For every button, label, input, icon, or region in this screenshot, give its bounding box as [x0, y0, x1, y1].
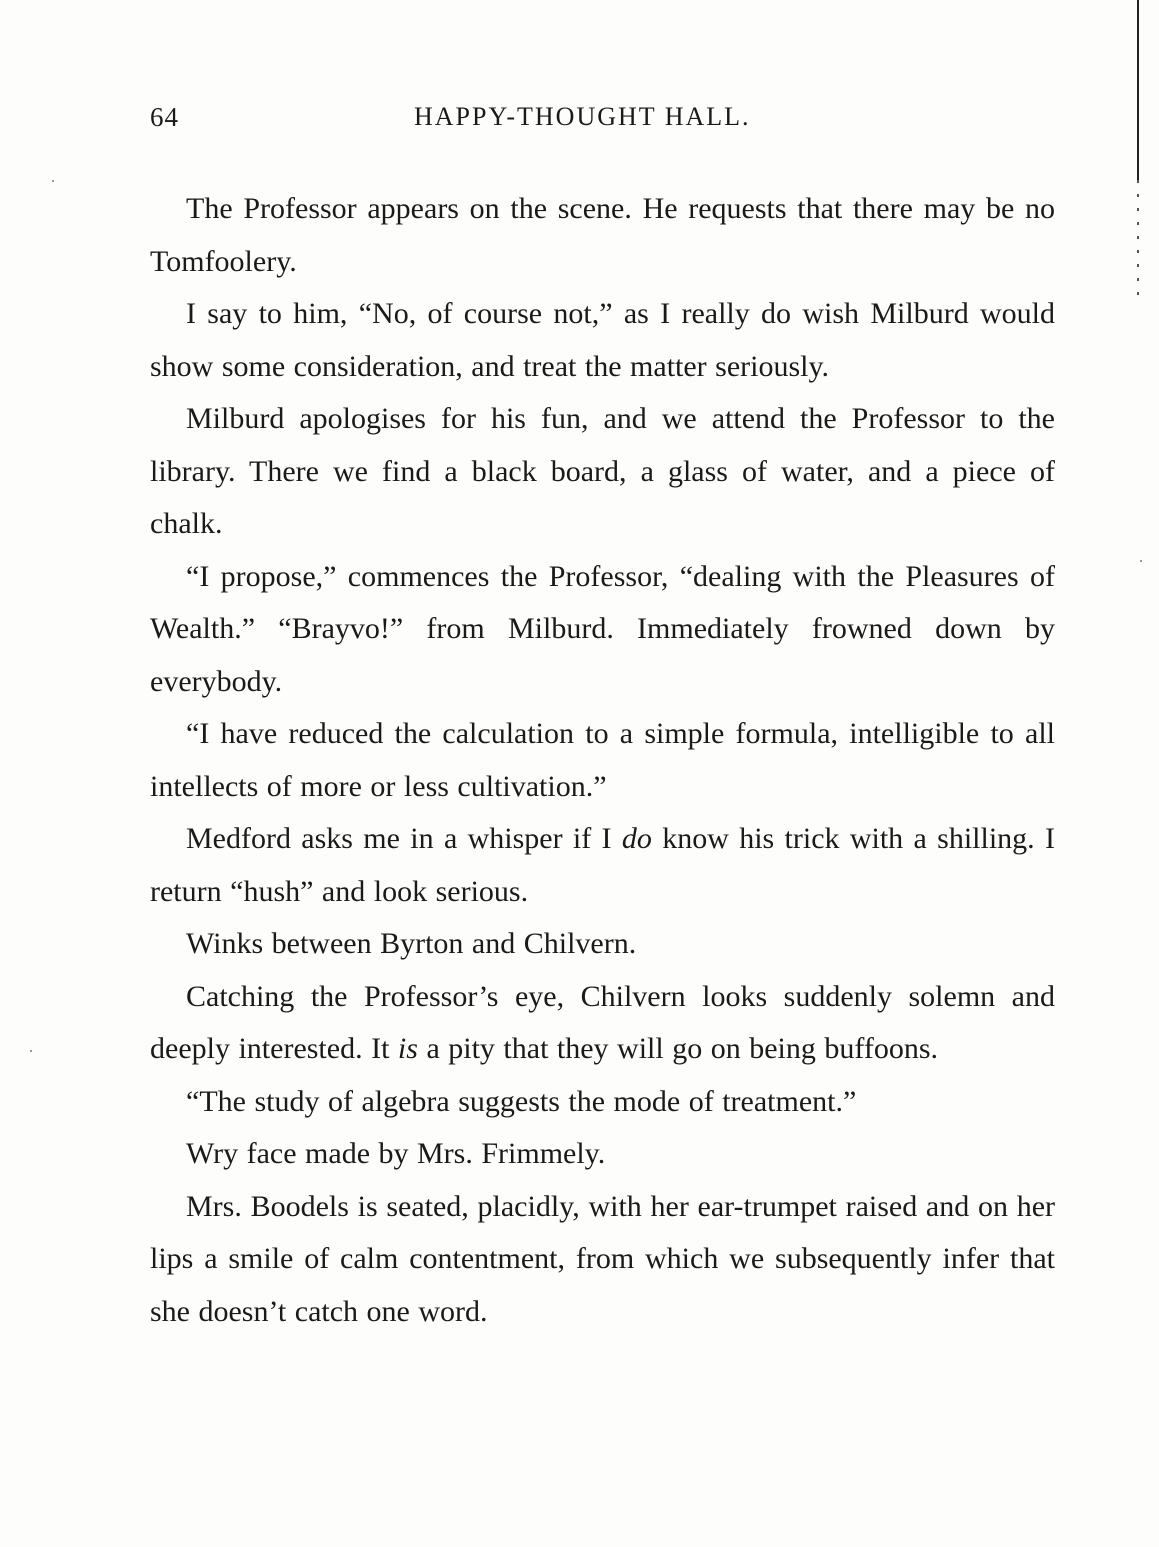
- running-head: HAPPY-THOUGHT HALL.: [414, 102, 751, 131]
- page-number: 64: [150, 102, 179, 132]
- print-speck: [52, 180, 54, 182]
- page-edge-line: [1137, 0, 1139, 180]
- paragraph: I say to him, “No, of course not,” as I really do wish Milburd would show some consideration, and treat the matter seriously.: [150, 297, 1055, 383]
- paragraph: “I propose,” commences the Professor, “dealing with the Pleasures of Wealth.” “Brayvo!” from Milburd. Immediately frowned down by everybody.: [150, 559, 1055, 698]
- page-edge-marks: [1137, 180, 1139, 300]
- paragraph: “The study of algebra suggests the mode of treatment.”: [186, 1084, 857, 1118]
- paragraph-text: a pity that they will go on being buffoons.: [417, 1032, 938, 1065]
- emphasis-text: is: [397, 1032, 418, 1065]
- paragraph: [150, 813, 1055, 918]
- paragraph: Wry face made by Mrs. Frimmely.: [186, 1137, 606, 1170]
- paragraph-text: Catching the Professor’s eye, Chilvern looks suddenly solemn and deeply interested. It: [150, 979, 1055, 1065]
- paragraph: “I have reduced the calculation to a simple formula, intelligible to all intellects of more or less cultivation.”: [150, 717, 1055, 803]
- paragraph: The Professor appears on the scene. He requests that there may be no Tomfoolery.: [150, 192, 1055, 278]
- paragraph-text: know his trick with a shilling. I return “hush” and look serious.: [150, 822, 1055, 908]
- print-speck: [1140, 560, 1142, 562]
- paragraph: Mrs. Boodels is seated, placidly, with her ear-trumpet raised and on her lips a smile of calm contentment, from which we subsequently infer that she doesn’t catch one word.: [150, 1189, 1055, 1328]
- page-header: [150, 102, 1060, 142]
- paragraph-text: Medford asks me in a whisper if I: [186, 822, 622, 855]
- paragraph: Milburd apologises for his fun, and we attend the Professor to the library. There we find a black board, a glass of water, and a piece of chalk.: [150, 402, 1055, 540]
- paragraph: [150, 971, 1055, 1076]
- print-speck: [30, 1050, 32, 1052]
- emphasis-text: do: [621, 822, 652, 855]
- paragraph: Winks between Byrton and Chilvern.: [186, 927, 637, 960]
- body-text: [150, 183, 1055, 1338]
